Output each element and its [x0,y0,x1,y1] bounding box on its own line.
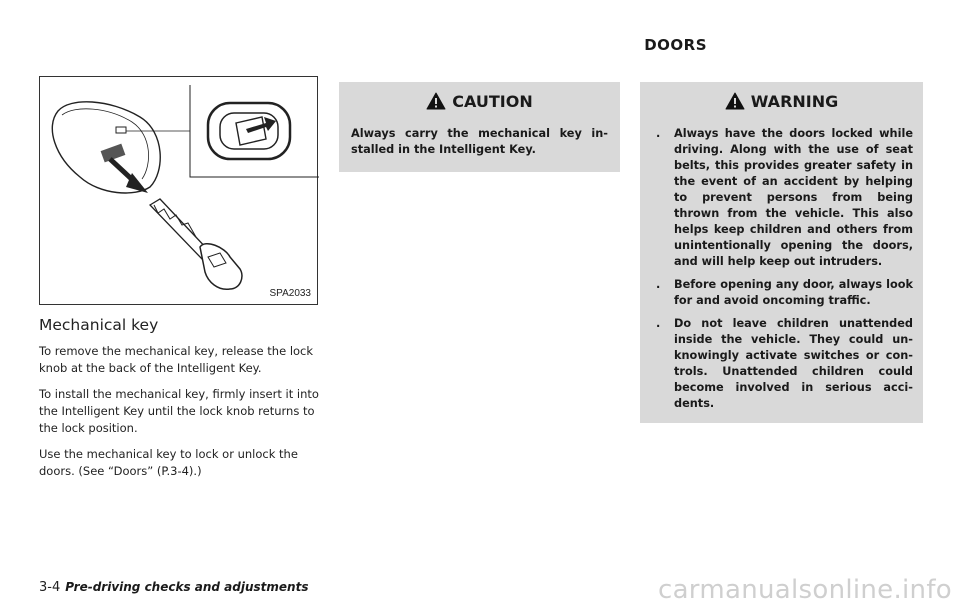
warning-item-text: Before opening any door, always look for and avoid oncoming traffic. [674,278,913,307]
caution-header [339,82,620,120]
section-heading: Mechanical key [39,316,159,334]
warning-header [640,82,923,120]
list-item [650,277,913,309]
mechanical-key-illustration [40,77,319,306]
mechanical-key-section [39,316,321,489]
paragraph: To remove the mechanical key, release the lock knob at the back of the Intelligent Key. [39,344,314,375]
warning-triangle-icon [725,92,745,110]
section-title: DOORS [644,36,707,54]
caution-box [339,82,620,172]
list-item [650,316,913,412]
paragraph: Use the mechanical key to lock or unlock the doors. (See “Doors” (P.3-4).) [39,447,298,478]
paragraph: To install the mechanical key, firmly insert it into the Intelligent Key until the lock knob returns to the lock position. [39,387,319,435]
bullet: . [656,317,661,330]
warning-triangle-icon [426,92,446,110]
bullet: . [656,127,661,140]
warning-list [650,126,913,412]
figure-code: SPA2033 [269,288,311,299]
watermark: carmanualsonline.info [657,575,952,605]
warning-body [640,120,923,429]
warning-box [640,82,923,423]
warning-item-text: Always have the doors locked while driving. Along with the use of seat belts, this provides greater safety in the event of an accident by helping to prevent persons from being thrown from the vehicle. This also helps keep children and others from unintentionally opening the doors, and will help keep out intruders. [674,127,913,268]
chapter-title: Pre-driving checks and adjustments [65,580,309,594]
caution-text: Always carry the mechanical key in-stalled in the Intelligent Key. [351,127,608,156]
caution-title: CAUTION [452,91,533,111]
page-footer [39,580,308,595]
list-item [650,126,913,270]
warning-title: WARNING [750,91,839,111]
page-number: 3-4 [39,580,61,595]
bullet: . [656,278,661,291]
mechanical-key-figure [39,76,318,305]
warning-item-text: Do not leave children unattended inside the vehicle. They could un-knowingly activate switches or con-trols. Unattended children could become involved in serious acci-dents. [674,317,913,410]
